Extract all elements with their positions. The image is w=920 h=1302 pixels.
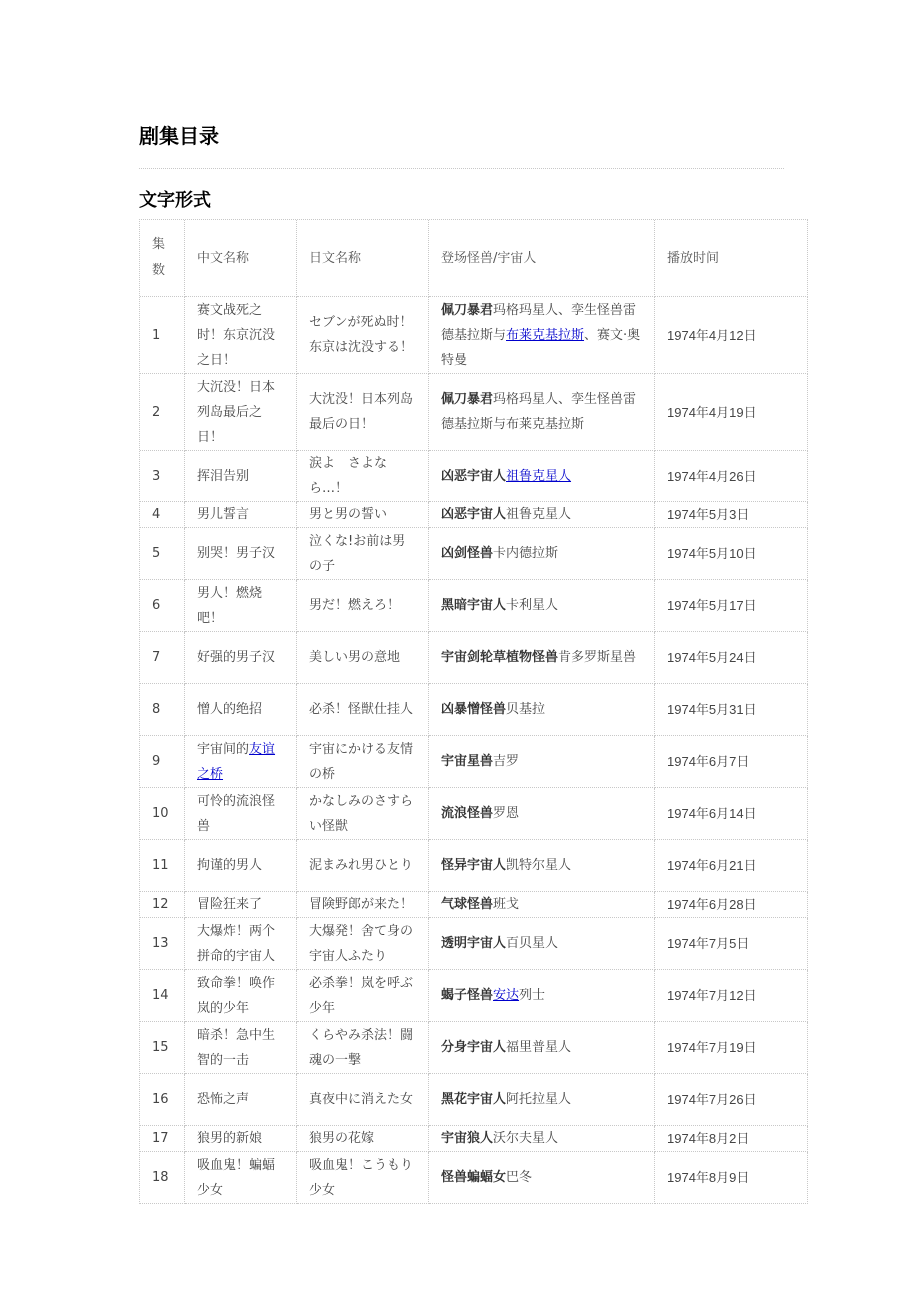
monster-name: 阿托拉星人 <box>506 1092 572 1107</box>
monster-category: 透明宇宙人 <box>441 936 507 951</box>
table-row <box>140 580 808 632</box>
monster-name: 班戈 <box>493 897 520 912</box>
episode-number: 11 <box>152 858 169 873</box>
japanese-name-cell <box>297 374 429 451</box>
episode-number: 3 <box>152 468 161 484</box>
japanese-name-text: 吸血鬼！こうもり少女 <box>309 1157 414 1198</box>
section-title: 文字形式 <box>139 190 211 211</box>
episode-number: 5 <box>152 546 161 561</box>
table-row <box>140 374 808 451</box>
air-date: 1974年5月10日 <box>667 546 757 561</box>
monster-category: 怪兽蝙蝠女 <box>441 1170 507 1185</box>
japanese-name-text: 必杀！怪獣仕挂人 <box>309 702 414 717</box>
table-row <box>140 684 808 736</box>
japanese-name-cell <box>297 580 429 632</box>
chinese-name-cell <box>185 918 297 970</box>
air-date-cell <box>655 1022 808 1074</box>
japanese-name-cell <box>297 684 429 736</box>
episode-number: 10 <box>152 806 169 821</box>
chinese-name-cell <box>185 1074 297 1126</box>
air-date: 1974年5月3日 <box>667 507 750 522</box>
chinese-name-cell <box>185 1126 297 1152</box>
table-row <box>140 1074 808 1126</box>
japanese-name-text: 真夜中に消えた女 <box>309 1092 414 1107</box>
monsters-cell <box>429 451 655 502</box>
episode-number-cell <box>140 892 185 918</box>
monster-category: 凶恶宇宙人 <box>441 468 507 484</box>
table-row <box>140 736 808 788</box>
episode-number-cell <box>140 736 185 788</box>
chinese-name-cell <box>185 451 297 502</box>
monster-name: 祖鲁克星人 <box>506 507 572 522</box>
monsters-cell <box>429 1074 655 1126</box>
episode-number-cell <box>140 840 185 892</box>
monsters-cell <box>429 788 655 840</box>
japanese-name-text: 必杀拳！岚を呼ぶ少年 <box>309 975 414 1016</box>
chinese-name-text: 好强的男子汉 <box>197 650 276 665</box>
chinese-name-text: 致命拳！唤作岚的少年 <box>197 975 276 1016</box>
air-date-cell <box>655 892 808 918</box>
episode-number-cell <box>140 297 185 374</box>
monster-name: 凯特尔星人 <box>506 858 572 873</box>
episode-number-cell <box>140 1126 185 1152</box>
air-date-cell <box>655 374 808 451</box>
air-date-cell <box>655 1126 808 1152</box>
table-row <box>140 1152 808 1204</box>
monster-category: 分身宇宙人 <box>441 1040 507 1055</box>
chinese-name-text: 可怜的流浪怪兽 <box>197 793 276 834</box>
episode-number: 6 <box>152 598 161 613</box>
chinese-name-text: 挥泪告别 <box>197 468 250 484</box>
episode-number-cell <box>140 918 185 970</box>
monsters-cell <box>429 297 655 374</box>
episode-number: 2 <box>152 404 161 420</box>
air-date: 1974年7月12日 <box>667 988 757 1003</box>
japanese-name-text: 泣くな!お前は男の子 <box>309 533 406 574</box>
air-date: 1974年7月26日 <box>667 1092 757 1107</box>
chinese-name-text: 宇宙间的 <box>197 741 250 757</box>
monsters-cell <box>429 580 655 632</box>
japanese-name-text: 大沈没！日本列岛最后の日！ <box>309 392 414 432</box>
japanese-name-text: 涙よ さよなら…！ <box>309 456 388 496</box>
chinese-name-text: 狼男的新娘 <box>197 1131 263 1146</box>
monsters-cell <box>429 736 655 788</box>
monster-name: 卡利星人 <box>506 598 559 613</box>
japanese-name-text: 美しい男の意地 <box>309 650 401 665</box>
monster-name: 罗恩 <box>493 806 520 821</box>
air-date-cell <box>655 736 808 788</box>
japanese-name-cell <box>297 451 429 502</box>
monster-category: 凶暴憎怪兽 <box>441 702 507 717</box>
monster-category: 流浪怪兽 <box>441 806 494 821</box>
monster-name: 卡内德拉斯 <box>493 546 559 561</box>
japanese-name-cell <box>297 528 429 580</box>
air-date: 1974年7月19日 <box>667 1040 757 1055</box>
chinese-name-text: 大沉没！日本列岛最后之日！ <box>197 379 276 445</box>
japanese-name-text: かなしみのさすらい怪獣 <box>309 793 414 834</box>
monsters-cell <box>429 1126 655 1152</box>
episode-number: 17 <box>152 1131 169 1146</box>
table-row <box>140 451 808 502</box>
air-date-cell <box>655 1152 808 1204</box>
japanese-name-cell <box>297 1074 429 1126</box>
table-row <box>140 1022 808 1074</box>
episode-number-cell <box>140 970 185 1022</box>
chinese-name-cell <box>185 684 297 736</box>
japanese-name-text: セブンが死ぬ时！东京は沈没する！ <box>309 315 414 355</box>
monster-name-suffix: 列士 <box>519 988 546 1003</box>
table-row <box>140 1126 808 1152</box>
monster-category: 佩刀暴君 <box>441 392 494 407</box>
japanese-name-cell <box>297 632 429 684</box>
air-date-cell <box>655 1074 808 1126</box>
monster-category: 蝎子怪兽 <box>441 988 494 1003</box>
monster-name: 福里普星人 <box>506 1040 572 1055</box>
japanese-name-cell <box>297 297 429 374</box>
air-date: 1974年6月21日 <box>667 858 757 873</box>
monster-name: 吉罗 <box>493 754 520 769</box>
episode-number: 13 <box>152 936 169 951</box>
monsters-cell <box>429 502 655 528</box>
episode-number-cell <box>140 374 185 451</box>
japanese-name-text: 狼男の花嫁 <box>309 1131 375 1146</box>
japanese-name-cell <box>297 788 429 840</box>
air-date: 1974年4月19日 <box>667 404 757 420</box>
chinese-name-cell <box>185 374 297 451</box>
air-date-cell <box>655 451 808 502</box>
episode-number-cell <box>140 632 185 684</box>
air-date: 1974年5月17日 <box>667 598 757 613</box>
japanese-name-cell <box>297 736 429 788</box>
table-row <box>140 297 808 374</box>
header-air-date: 播放时间 <box>655 220 808 297</box>
monsters-cell <box>429 918 655 970</box>
air-date-cell <box>655 970 808 1022</box>
table-header-row <box>140 220 808 297</box>
episode-number-cell <box>140 1022 185 1074</box>
monster-name: 百贝星人 <box>506 936 559 951</box>
monsters-cell <box>429 528 655 580</box>
air-date-cell <box>655 528 808 580</box>
japanese-name-text: 大爆発！舍て身の宇宙人ふたり <box>309 923 414 964</box>
monster-link[interactable]: 祖鲁克星人 <box>506 468 572 484</box>
chinese-name-text: 男人！燃烧吧！ <box>197 585 263 626</box>
air-date-cell <box>655 788 808 840</box>
episode-number: 4 <box>152 507 161 522</box>
chinese-name-text: 暗杀！急中生智的一击 <box>197 1027 276 1068</box>
episode-number-cell <box>140 1074 185 1126</box>
japanese-name-text: 男と男の誓い <box>309 507 388 522</box>
chinese-name-cell <box>185 788 297 840</box>
episode-rows <box>140 297 808 1204</box>
air-date-cell <box>655 684 808 736</box>
table-row <box>140 918 808 970</box>
air-date-cell <box>655 918 808 970</box>
air-date: 1974年5月24日 <box>667 650 757 665</box>
episode-number: 7 <box>152 650 161 665</box>
monsters-cell <box>429 1022 655 1074</box>
monster-name: 沃尔夫星人 <box>493 1131 559 1146</box>
monsters-cell <box>429 684 655 736</box>
monster-category: 宇宙剑轮草植物怪兽 <box>441 650 559 665</box>
air-date: 1974年8月2日 <box>667 1131 750 1146</box>
episode-number: 18 <box>152 1170 169 1185</box>
chinese-name-text: 男儿誓言 <box>197 507 250 522</box>
chinese-name-cell <box>185 892 297 918</box>
episode-number-cell <box>140 502 185 528</box>
chinese-name-cell <box>185 580 297 632</box>
air-date: 1974年5月31日 <box>667 702 757 717</box>
monster-name-suffix: 、赛文·奥特曼 <box>441 327 641 368</box>
monster-category: 怪异宇宙人 <box>441 858 507 873</box>
monsters-cell <box>429 840 655 892</box>
japanese-name-text: 男だ！燃えろ！ <box>309 598 401 613</box>
japanese-name-cell <box>297 1152 429 1204</box>
japanese-name-text: 泥まみれ男ひとり <box>309 858 414 873</box>
monster-name: 玛格玛星人、孪生怪兽雷德基拉斯与布莱克基拉斯 <box>441 392 637 432</box>
monster-link[interactable]: 安达 <box>493 988 520 1003</box>
air-date-cell <box>655 632 808 684</box>
monster-category: 佩刀暴君 <box>441 302 494 318</box>
monsters-cell <box>429 632 655 684</box>
episode-number: 8 <box>152 702 161 717</box>
chinese-name-cell <box>185 502 297 528</box>
table-row <box>140 788 808 840</box>
air-date: 1974年4月12日 <box>667 327 757 343</box>
table-row <box>140 840 808 892</box>
episode-number: 12 <box>152 897 169 912</box>
chinese-name-text: 恐怖之声 <box>197 1092 250 1107</box>
chinese-name-text: 大爆炸！两个拼命的宇宙人 <box>197 923 276 964</box>
chinese-name-cell <box>185 297 297 374</box>
monster-category: 气球怪兽 <box>441 897 494 912</box>
air-date-cell <box>655 580 808 632</box>
air-date: 1974年6月14日 <box>667 806 757 821</box>
table-row <box>140 970 808 1022</box>
episode-number: 9 <box>152 754 161 769</box>
episode-number-cell <box>140 580 185 632</box>
air-date: 1974年7月5日 <box>667 936 750 951</box>
japanese-name-cell <box>297 502 429 528</box>
air-date-cell <box>655 297 808 374</box>
episode-number: 16 <box>152 1092 169 1107</box>
monster-name: 贝基拉 <box>506 702 546 717</box>
table-row <box>140 632 808 684</box>
chinese-name-text: 吸血鬼！蝙蝠少女 <box>197 1157 276 1198</box>
japanese-name-cell <box>297 840 429 892</box>
monsters-cell <box>429 970 655 1022</box>
monsters-cell <box>429 892 655 918</box>
chinese-name-cell <box>185 1022 297 1074</box>
japanese-name-text: くらやみ杀法！闘魂の一撃 <box>309 1027 414 1068</box>
air-date: 1974年8月9日 <box>667 1170 750 1185</box>
episode-number: 1 <box>152 327 161 343</box>
air-date-cell <box>655 840 808 892</box>
episode-number-cell <box>140 788 185 840</box>
chinese-name-cell <box>185 632 297 684</box>
air-date-cell <box>655 502 808 528</box>
episode-number-cell <box>140 684 185 736</box>
monster-name: 巴冬 <box>506 1170 533 1185</box>
monster-link[interactable]: 布莱克基拉斯 <box>506 327 585 343</box>
japanese-name-text: 宇宙にかける友情の桥 <box>309 741 414 782</box>
chinese-name-link[interactable]: 友谊之桥 <box>197 741 276 782</box>
chinese-name-text: 憎人的绝招 <box>197 702 263 717</box>
air-date: 1974年6月28日 <box>667 897 757 912</box>
table-row <box>140 528 808 580</box>
monster-category: 凶恶宇宙人 <box>441 507 507 522</box>
header-monsters: 登场怪兽/宇宙人 <box>429 220 655 297</box>
monster-name: 玛格玛星人、孪生怪兽雷德基拉斯与 <box>441 302 637 343</box>
chinese-name-cell <box>185 528 297 580</box>
japanese-name-cell <box>297 970 429 1022</box>
episode-number: 14 <box>152 988 169 1003</box>
page-title: 剧集目录 <box>139 124 219 148</box>
chinese-name-text: 别哭！男子汉 <box>197 546 276 561</box>
chinese-name-cell <box>185 840 297 892</box>
header-chinese-name: 中文名称 <box>185 220 297 297</box>
episode-number-cell <box>140 1152 185 1204</box>
table-row <box>140 892 808 918</box>
chinese-name-cell <box>185 1152 297 1204</box>
chinese-name-text: 拘谨的男人 <box>197 858 263 873</box>
monster-category: 凶剑怪兽 <box>441 546 494 561</box>
monster-category: 黑暗宇宙人 <box>441 598 507 613</box>
chinese-name-cell <box>185 736 297 788</box>
episode-number: 15 <box>152 1040 169 1055</box>
air-date: 1974年4月26日 <box>667 468 757 484</box>
header-japanese-name: 日文名称 <box>297 220 429 297</box>
japanese-name-cell <box>297 1126 429 1152</box>
monster-category: 宇宙星兽 <box>441 754 494 769</box>
japanese-name-cell <box>297 1022 429 1074</box>
air-date: 1974年6月7日 <box>667 754 750 769</box>
chinese-name-text: 赛文战死之时！东京沉没之日！ <box>197 302 276 368</box>
chinese-name-cell <box>185 970 297 1022</box>
monster-category: 黑花宇宙人 <box>441 1092 507 1107</box>
chinese-name-text: 冒险狂来了 <box>197 897 263 912</box>
episode-table <box>139 219 808 1204</box>
monster-category: 宇宙狼人 <box>441 1131 494 1146</box>
episode-number-cell <box>140 528 185 580</box>
japanese-name-cell <box>297 918 429 970</box>
episode-number-cell <box>140 451 185 502</box>
table-row <box>140 502 808 528</box>
japanese-name-cell <box>297 892 429 918</box>
monster-name: 肯多罗斯星兽 <box>558 650 637 665</box>
monsters-cell <box>429 1152 655 1204</box>
monsters-cell <box>429 374 655 451</box>
title-divider <box>139 168 784 169</box>
header-episode: 集数 <box>140 220 185 297</box>
japanese-name-text: 冒険野郎が来た！ <box>309 897 414 912</box>
